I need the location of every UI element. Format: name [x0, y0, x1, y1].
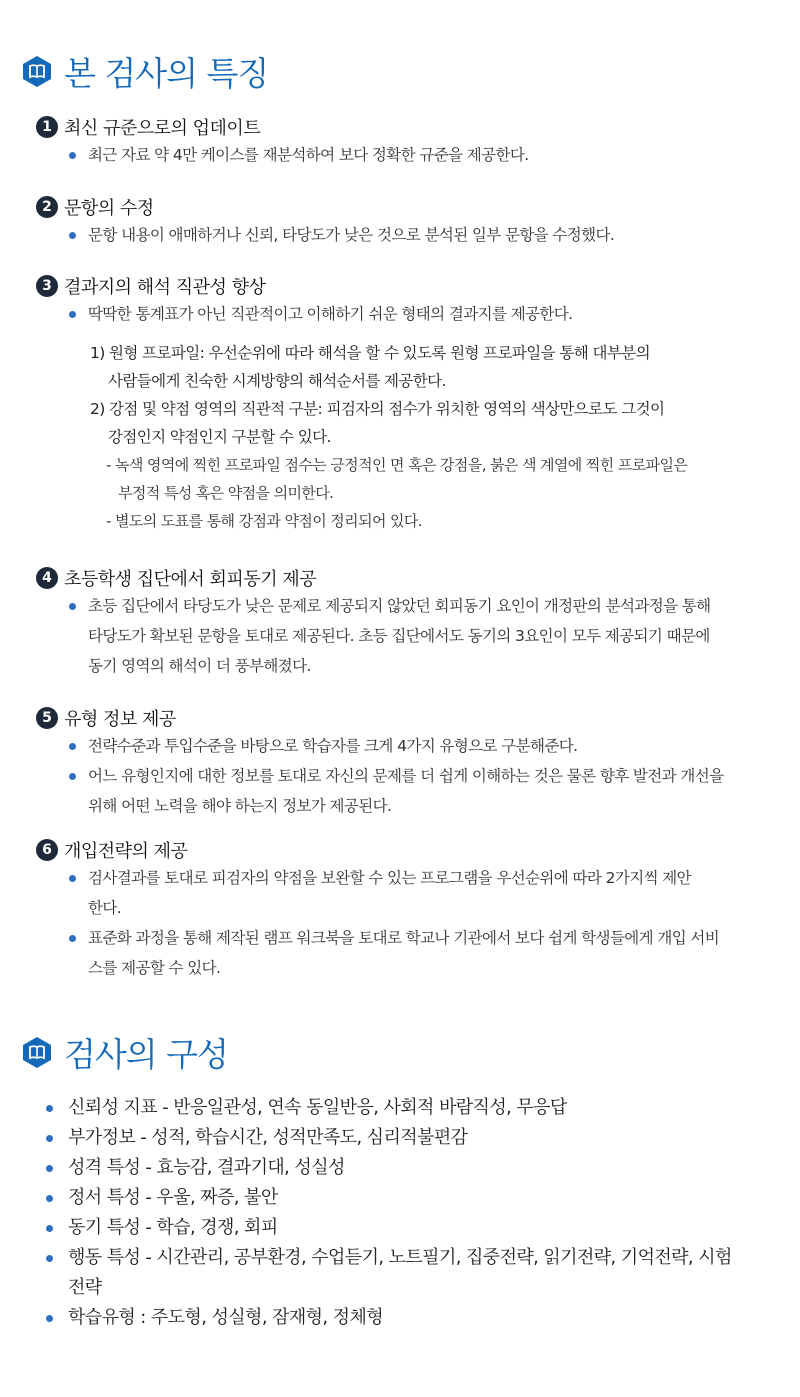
section-header-features: [22, 48, 268, 95]
bullet-text: 전략수준과 투입수준을 바탕으로 학습자를 크게 4가지 유형으로 구분해준다.: [36, 731, 780, 761]
feature-item-3: [36, 273, 780, 535]
section-title-composition: 검사의 구성: [64, 1035, 228, 1074]
number-badge: 1: [36, 116, 58, 138]
book-icon: [22, 55, 52, 88]
feature-item-6: [36, 837, 780, 983]
dash-line: - 녹색 영역에 찍힌 프로파일 점수는 긍정적인 면 혹은 강점을, 붉은 색 계열에 찍힌 프로파일은: [106, 456, 688, 474]
feature-item-4: [36, 565, 780, 681]
sub-point-line: 강점인지 약점인지 구분할 수 있다.: [108, 428, 331, 446]
section-title-features: 본 검사의 특징: [64, 54, 269, 93]
list-item: 동기 특성 - 학습, 경쟁, 회피: [32, 1213, 780, 1243]
dash-line: - 별도의 도표를 통해 강점과 약점이 정리되어 있다.: [106, 512, 422, 530]
feature-title: 최신 규준으로의 업데이트: [64, 118, 261, 139]
bullet-line: 초등 집단에서 타당도가 낮은 문제로 제공되지 않았던 회피동기 요인이 개정판의 분석과정을 통해: [88, 597, 711, 615]
feature-item-5: [36, 705, 780, 821]
bullet-line: 동기 영역의 해석이 더 풍부해졌다.: [88, 657, 311, 675]
bullet-line: 위해 어떤 노력을 해야 하는지 정보가 제공된다.: [88, 797, 392, 815]
number-badge: 5: [36, 707, 58, 729]
list-item: 부가정보 - 성적, 학습시간, 성적만족도, 심리적불편감: [32, 1123, 780, 1153]
number-badge: 4: [36, 567, 58, 589]
composition-list: [32, 1093, 780, 1333]
list-item: 학습유형 : 주도형, 성실형, 잠재형, 정체형: [32, 1303, 780, 1333]
bullet-text: [36, 591, 780, 681]
feature-title: 결과지의 해석 직관성 향상: [64, 277, 266, 298]
feature-title: 문항의 수정: [64, 198, 154, 219]
bullet-text: [36, 923, 780, 983]
list-item: 신뢰성 지표 - 반응일관성, 연속 동일반응, 사회적 바람직성, 무응답: [32, 1093, 780, 1123]
dash-point-2: [36, 507, 780, 535]
bullet-line: 스를 제공할 수 있다.: [88, 959, 221, 977]
number-badge: 6: [36, 839, 58, 861]
sub-point-line: 1) 원형 프로파일: 우선순위에 따라 해석을 할 수 있도록 원형 프로파일을 통해 대부분의: [90, 344, 650, 362]
bullet-text: 최근 자료 약 4만 케이스를 재분석하여 보다 정확한 규준을 제공한다.: [36, 140, 780, 170]
sub-point-line: 사람들에게 친숙한 시계방향의 해석순서를 제공한다.: [108, 372, 446, 390]
number-badge: 2: [36, 196, 58, 218]
feature-title: 유형 정보 제공: [64, 709, 176, 730]
list-item: [32, 1243, 780, 1303]
book-icon: [22, 1036, 52, 1069]
dash-point-1: [36, 451, 780, 507]
dash-line: 부정적 특성 혹은 약점을 의미한다.: [118, 484, 334, 502]
sub-point-line: 2) 강점 및 약점 영역의 직관적 구분: 피검자의 점수가 위치한 영역의 색상만으로도 그것이: [90, 400, 665, 418]
bullet-text: [36, 761, 780, 821]
bullet-text: 딱딱한 통계표가 아닌 직관적이고 이해하기 쉬운 형태의 결과지를 제공한다.: [36, 299, 780, 329]
section-header-composition: [22, 1029, 228, 1076]
sub-point-2: [36, 395, 780, 451]
bullet-line: 어느 유형인지에 대한 정보를 토대로 자신의 문제를 더 쉽게 이해하는 것은 물론 향후 발전과 개선을: [88, 767, 724, 785]
list-item-line: 행동 특성 - 시간관리, 공부환경, 수업듣기, 노트필기, 집중전략, 읽기전략, 기억전략, 시험: [68, 1247, 732, 1268]
bullet-line: 검사결과를 토대로 피검자의 약점을 보완할 수 있는 프로그램을 우선순위에 따라 2가지씩 제안: [88, 869, 692, 887]
bullet-text: 문항 내용이 애매하거나 신뢰, 타당도가 낮은 것으로 분석된 일부 문항을 수정했다.: [36, 220, 780, 250]
number-badge: 3: [36, 275, 58, 297]
sub-point-1: [36, 339, 780, 395]
bullet-line: 한다.: [88, 899, 122, 917]
feature-title: 초등학생 집단에서 회피동기 제공: [64, 569, 317, 590]
feature-item-1: [36, 114, 780, 170]
bullet-text: [36, 863, 780, 923]
bullet-line: 표준화 과정을 통해 제작된 램프 워크북을 토대로 학교나 기관에서 보다 쉽게 학생들에게 개입 서비: [88, 929, 720, 947]
list-item-line: 전략: [68, 1277, 102, 1298]
feature-item-2: [36, 194, 780, 250]
list-item: 성격 특성 - 효능감, 결과기대, 성실성: [32, 1153, 780, 1183]
bullet-line: 타당도가 확보된 문항을 토대로 제공된다. 초등 집단에서도 동기의 3요인이 모두 제공되기 때문에: [88, 627, 710, 645]
list-item: 정서 특성 - 우울, 짜증, 불안: [32, 1183, 780, 1213]
feature-title: 개입전략의 제공: [64, 841, 188, 862]
